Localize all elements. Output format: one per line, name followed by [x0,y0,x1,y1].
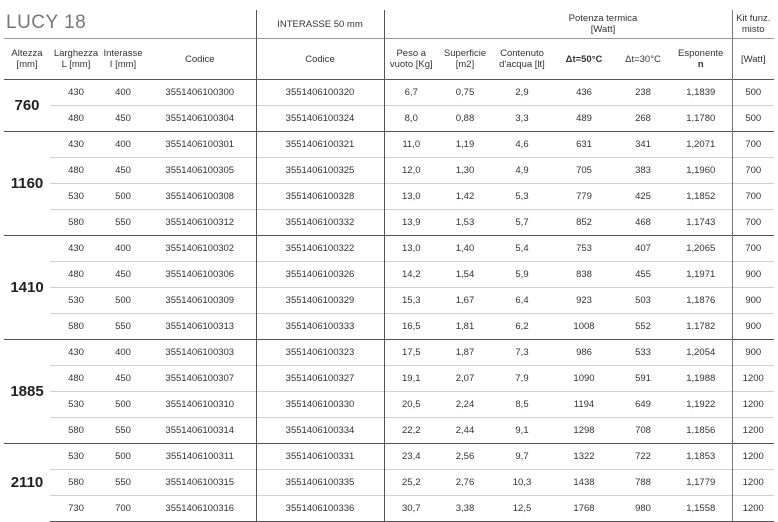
dt30-cell: 591 [616,366,670,392]
col-codice: Codice [144,39,256,80]
peso-cell: 22,2 [384,418,438,444]
esponente-cell: 1,1743 [670,210,732,236]
dt30-cell: 468 [616,210,670,236]
contenuto-cell: 2,9 [492,80,552,106]
esponente-cell: 1,1960 [670,158,732,184]
dt30-cell: 708 [616,418,670,444]
larghezza-cell: 580 [50,418,102,444]
kit-group-header: Kit funz. misto [732,10,774,39]
larghezza-cell: 580 [50,314,102,340]
dt50-cell: 436 [552,80,616,106]
dt30-cell: 503 [616,288,670,314]
codice-50-cell: 3551406100332 [256,210,384,236]
esponente-n: n [697,59,704,70]
superficie-cell: 1,42 [438,184,492,210]
codice-cell: 3551406100308 [144,184,256,210]
superficie-cell: 1,19 [438,132,492,158]
larghezza-cell: 530 [50,184,102,210]
table-row [4,496,774,522]
col-codice-50: Codice [256,39,384,80]
dt30-cell: 722 [616,444,670,470]
superficie-cell: 3,38 [438,496,492,522]
codice-50-cell: 3551406100326 [256,262,384,288]
dt50-cell: 838 [552,262,616,288]
esponente-cell: 1,1782 [670,314,732,340]
dt30-cell: 533 [616,340,670,366]
peso-cell: 13,9 [384,210,438,236]
codice-50-cell: 3551406100336 [256,496,384,522]
peso-cell: 8,0 [384,106,438,132]
peso-cell: 30,7 [384,496,438,522]
table-row [4,80,774,106]
table-row [4,262,774,288]
peso-cell: 13,0 [384,184,438,210]
superficie-cell: 2,44 [438,418,492,444]
superficie-cell: 2,56 [438,444,492,470]
esponente-label: Esponente [678,48,724,59]
dt30-cell: 268 [616,106,670,132]
kit-cell: 1200 [732,496,774,522]
col-dt30: Δt=30°C [616,39,670,80]
kit-cell: 700 [732,158,774,184]
contenuto-cell: 7,9 [492,366,552,392]
header-row-groups [4,10,774,39]
kit-cell: 1200 [732,418,774,444]
larghezza-cell: 530 [50,288,102,314]
altezza-cell: 1160 [4,132,50,236]
dt50-cell: 1194 [552,392,616,418]
interasse-cell: 500 [102,288,144,314]
contenuto-cell: 9,1 [492,418,552,444]
interasse-cell: 450 [102,262,144,288]
superficie-cell: 2,76 [438,470,492,496]
potenza-unit: [Watt] [590,24,616,35]
kit-cell: 1200 [732,366,774,392]
codice-cell: 3551406100301 [144,132,256,158]
dt30-cell: 552 [616,314,670,340]
contenuto-cell: 4,6 [492,132,552,158]
contenuto-cell: 4,9 [492,158,552,184]
kit-cell: 500 [732,80,774,106]
kit-cell: 700 [732,184,774,210]
codice-cell: 3551406100302 [144,236,256,262]
superficie-cell: 1,54 [438,262,492,288]
interasse-cell: 500 [102,184,144,210]
codice-50-cell: 3551406100329 [256,288,384,314]
table-row [4,184,774,210]
interasse-cell: 550 [102,470,144,496]
interasse-cell: 400 [102,236,144,262]
codice-cell: 3551406100306 [144,262,256,288]
interasse-cell: 500 [102,444,144,470]
contenuto-cell: 5,9 [492,262,552,288]
dt50-cell: 1090 [552,366,616,392]
larghezza-cell: 580 [50,210,102,236]
codice-cell: 3551406100307 [144,366,256,392]
peso-cell: 13,0 [384,236,438,262]
potenza-label: Potenza termica [568,13,638,24]
larghezza-cell: 430 [50,132,102,158]
dt30-cell: 383 [616,158,670,184]
superficie-cell: 1,67 [438,288,492,314]
dt50-cell: 1008 [552,314,616,340]
kit-cell: 900 [732,288,774,314]
kit-cell: 900 [732,314,774,340]
kit-cell: 900 [732,340,774,366]
codice-50-cell: 3551406100322 [256,236,384,262]
peso-cell: 6,7 [384,80,438,106]
table-row [4,158,774,184]
superficie-cell: 1,30 [438,158,492,184]
codice-cell: 3551406100304 [144,106,256,132]
col-contenuto: Contenuto d'acqua [lt] [492,39,552,80]
larghezza-cell: 580 [50,470,102,496]
esponente-cell: 1,1971 [670,262,732,288]
larghezza-cell: 730 [50,496,102,522]
dt30-cell: 341 [616,132,670,158]
interasse-cell: 550 [102,418,144,444]
dt50-cell: 779 [552,184,616,210]
esponente-cell: 1,2065 [670,236,732,262]
superficie-cell: 1,40 [438,236,492,262]
table-row [4,392,774,418]
col-peso: Peso a vuoto [Kg] [384,39,438,80]
peso-cell: 20,5 [384,392,438,418]
codice-50-cell: 3551406100320 [256,80,384,106]
dt30-cell: 788 [616,470,670,496]
kit-cell: 1200 [732,444,774,470]
superficie-cell: 1,87 [438,340,492,366]
peso-cell: 11,0 [384,132,438,158]
contenuto-cell: 7,3 [492,340,552,366]
codice-cell: 3551406100315 [144,470,256,496]
contenuto-cell: 10,3 [492,470,552,496]
codice-50-cell: 3551406100335 [256,470,384,496]
altezza-cell: 760 [4,80,50,132]
contenuto-cell: 5,7 [492,210,552,236]
table-row [4,288,774,314]
codice-cell: 3551406100316 [144,496,256,522]
col-kit: [Watt] [732,39,774,80]
codice-50-cell: 3551406100323 [256,340,384,366]
dt50-cell: 1438 [552,470,616,496]
dt50-cell: 1768 [552,496,616,522]
dt50-cell: 1322 [552,444,616,470]
larghezza-cell: 430 [50,236,102,262]
dt50-cell: 986 [552,340,616,366]
kit-cell: 700 [732,210,774,236]
potenza-group-header [384,10,732,39]
kit-cell: 700 [732,236,774,262]
esponente-cell: 1,1839 [670,80,732,106]
codice-cell: 3551406100310 [144,392,256,418]
larghezza-cell: 480 [50,106,102,132]
kit-cell: 900 [732,262,774,288]
esponente-cell: 1,1988 [670,366,732,392]
peso-cell: 12,0 [384,158,438,184]
table-row [4,236,774,262]
esponente-cell: 1,1780 [670,106,732,132]
esponente-cell: 1,1876 [670,288,732,314]
codice-cell: 3551406100303 [144,340,256,366]
codice-50-cell: 3551406100327 [256,366,384,392]
codice-50-cell: 3551406100321 [256,132,384,158]
codice-50-cell: 3551406100325 [256,158,384,184]
superficie-cell: 1,81 [438,314,492,340]
codice-50-cell: 3551406100328 [256,184,384,210]
kit-cell: 1200 [732,392,774,418]
codice-cell: 3551406100309 [144,288,256,314]
peso-cell: 17,5 [384,340,438,366]
codice-cell: 3551406100305 [144,158,256,184]
contenuto-cell: 6,4 [492,288,552,314]
interasse-cell: 500 [102,392,144,418]
table-row [4,210,774,236]
table-body [4,80,774,522]
table-row [4,444,774,470]
codice-cell: 3551406100312 [144,210,256,236]
dt30-cell: 425 [616,184,670,210]
larghezza-cell: 480 [50,366,102,392]
col-dt50: Δt=50°C [552,39,616,80]
esponente-cell: 1,2054 [670,340,732,366]
larghezza-cell: 430 [50,80,102,106]
contenuto-cell: 9,7 [492,444,552,470]
dt50-cell: 1298 [552,418,616,444]
codice-50-cell: 3551406100324 [256,106,384,132]
contenuto-cell: 3,3 [492,106,552,132]
contenuto-cell: 8,5 [492,392,552,418]
contenuto-cell: 12,5 [492,496,552,522]
esponente-cell: 1,1922 [670,392,732,418]
table-row [4,418,774,444]
dt30-cell: 407 [616,236,670,262]
spec-table [4,10,774,522]
interasse-cell: 550 [102,314,144,340]
dt30-cell: 649 [616,392,670,418]
kit-cell: 700 [732,132,774,158]
peso-cell: 16,5 [384,314,438,340]
altezza-cell: 1410 [4,236,50,340]
col-esponente [670,39,732,80]
kit-cell: 1200 [732,470,774,496]
codice-50-cell: 3551406100333 [256,314,384,340]
interasse-cell: 550 [102,210,144,236]
interasse-cell: 450 [102,158,144,184]
interasse-group-header: INTERASSE 50 mm [256,10,384,39]
dt50-cell: 631 [552,132,616,158]
peso-cell: 23,4 [384,444,438,470]
table-row [4,340,774,366]
altezza-cell: 2110 [4,444,50,522]
col-altezza: Altezza [mm] [4,39,50,80]
interasse-cell: 700 [102,496,144,522]
interasse-cell: 400 [102,132,144,158]
esponente-cell: 1,1558 [670,496,732,522]
col-superficie: Superficie [m2] [438,39,492,80]
dt50-cell: 852 [552,210,616,236]
peso-cell: 25,2 [384,470,438,496]
codice-cell: 3551406100313 [144,314,256,340]
col-interasse: Interasse I [mm] [102,39,144,80]
product-title: LUCY 18 [6,12,87,33]
superficie-cell: 2,24 [438,392,492,418]
superficie-cell: 2,07 [438,366,492,392]
dt30-cell: 238 [616,80,670,106]
superficie-cell: 0,75 [438,80,492,106]
larghezza-cell: 430 [50,340,102,366]
peso-cell: 14,2 [384,262,438,288]
interasse-cell: 450 [102,106,144,132]
dt50-cell: 753 [552,236,616,262]
interasse-cell: 450 [102,366,144,392]
interasse-cell: 400 [102,80,144,106]
esponente-cell: 1,2071 [670,132,732,158]
kit-cell: 500 [732,106,774,132]
dt50-cell: 705 [552,158,616,184]
esponente-cell: 1,1856 [670,418,732,444]
larghezza-cell: 480 [50,158,102,184]
dt30-cell: 455 [616,262,670,288]
dt30-cell: 980 [616,496,670,522]
table-row [4,470,774,496]
col-larghezza: Larghezza L [mm] [50,39,102,80]
codice-50-cell: 3551406100330 [256,392,384,418]
dt50-cell: 923 [552,288,616,314]
esponente-cell: 1,1852 [670,184,732,210]
table-row [4,314,774,340]
peso-cell: 19,1 [384,366,438,392]
larghezza-cell: 480 [50,262,102,288]
codice-cell: 3551406100314 [144,418,256,444]
dt50-cell: 489 [552,106,616,132]
larghezza-cell: 530 [50,392,102,418]
altezza-cell: 1885 [4,340,50,444]
codice-cell: 3551406100311 [144,444,256,470]
table-row [4,366,774,392]
interasse-cell: 400 [102,340,144,366]
header-row-columns [4,39,774,80]
contenuto-cell: 5,4 [492,236,552,262]
superficie-cell: 0,88 [438,106,492,132]
esponente-cell: 1,1853 [670,444,732,470]
codice-50-cell: 3551406100334 [256,418,384,444]
codice-50-cell: 3551406100331 [256,444,384,470]
contenuto-cell: 6,2 [492,314,552,340]
esponente-cell: 1,1779 [670,470,732,496]
contenuto-cell: 5,3 [492,184,552,210]
table-row [4,132,774,158]
title-cell [4,10,256,39]
superficie-cell: 1,53 [438,210,492,236]
table-row [4,106,774,132]
peso-cell: 15,3 [384,288,438,314]
codice-cell: 3551406100300 [144,80,256,106]
larghezza-cell: 530 [50,444,102,470]
